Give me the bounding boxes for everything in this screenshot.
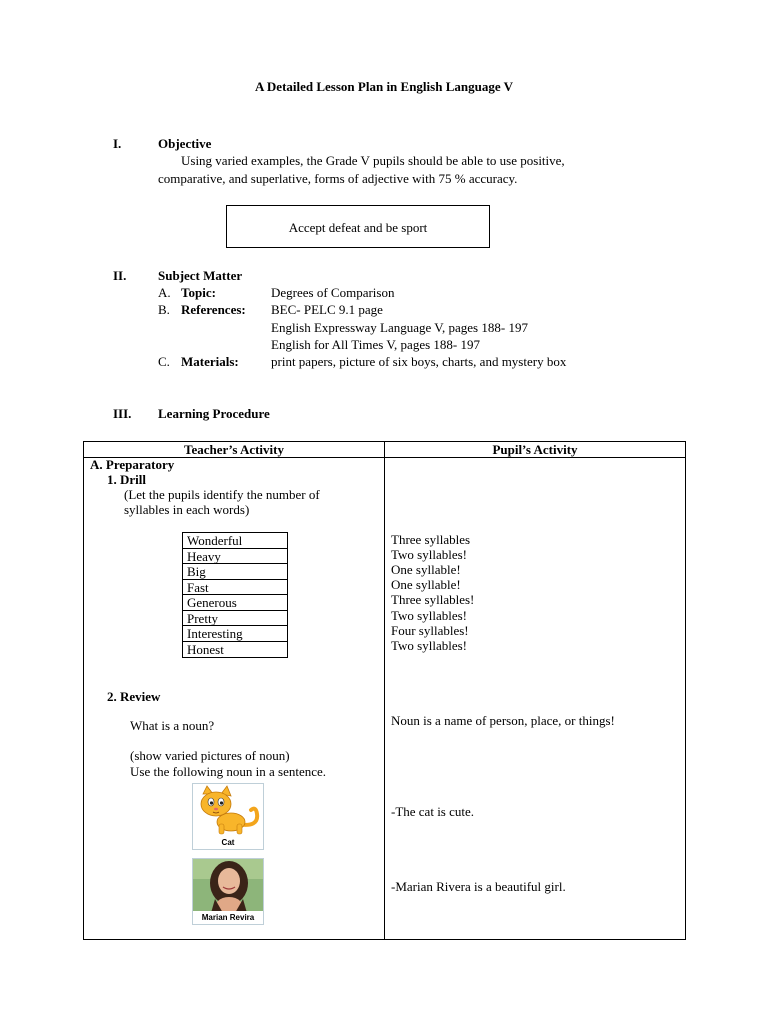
cat-sentence: -The cat is cute. xyxy=(391,804,475,819)
cat-picture xyxy=(192,783,264,850)
subject-matter-numeral: II. xyxy=(113,268,127,283)
syllable-answer: Two syllables! xyxy=(391,638,467,653)
word-cell: Honest xyxy=(187,641,224,657)
word-list-table xyxy=(182,532,288,658)
syllable-answer: Two syllables! xyxy=(391,547,467,562)
drill-heading: 1. Drill xyxy=(107,472,146,487)
syllable-answer: One syllable! xyxy=(391,577,461,592)
page-title: A Detailed Lesson Plan in English Language V xyxy=(254,79,513,94)
subject-matter-heading: Subject Matter xyxy=(158,268,243,283)
topic-label: Topic: xyxy=(181,285,216,300)
values-box: Accept defeat and be sport xyxy=(226,205,490,248)
objective-numeral: I. xyxy=(113,136,122,151)
topic-letter: A. xyxy=(158,285,171,300)
word-cell: Fast xyxy=(183,580,287,596)
references-label: References: xyxy=(181,302,246,317)
objective-heading: Objective xyxy=(158,136,212,151)
references-letter: B. xyxy=(158,302,170,317)
syllable-answer: Two syllables! xyxy=(391,608,467,623)
materials-value: print papers, picture of six boys, charts, and mystery box xyxy=(271,354,567,369)
reference-line: BEC- PELC 9.1 page xyxy=(271,302,383,317)
pupil-activity-header: Pupil’s Activity xyxy=(492,442,578,457)
word-cell: Interesting xyxy=(183,626,287,642)
review-heading: 2. Review xyxy=(107,689,161,704)
objective-text-line2: comparative, and superlative, forms of adjective with 75 % accuracy. xyxy=(158,171,518,186)
materials-label: Materials: xyxy=(181,354,239,369)
cat-illustration xyxy=(193,784,264,838)
materials-letter: C. xyxy=(158,354,170,369)
drill-instruction-line1: (Let the pupils identify the number of xyxy=(124,487,320,502)
person-picture xyxy=(192,858,264,925)
word-cell: Pretty xyxy=(183,611,287,627)
reference-line: English Expressway Language V, pages 188- 197 xyxy=(271,320,528,335)
learning-procedure-heading: Learning Procedure xyxy=(158,406,270,421)
review-answer: Noun is a name of person, place, or things! xyxy=(391,713,615,728)
word-cell: Wonderful xyxy=(183,533,287,549)
person-sentence: -Marian Rivera is a beautiful girl. xyxy=(391,879,566,894)
syllable-answer: One syllable! xyxy=(391,562,461,577)
learning-procedure-numeral: III. xyxy=(113,406,132,421)
review-question: What is a noun? xyxy=(130,718,215,733)
drill-instruction-line2: syllables in each words) xyxy=(124,502,250,517)
syllable-answer: Four syllables! xyxy=(391,623,469,638)
objective-text-line1: Using varied examples, the Grade V pupils should be able to use positive, xyxy=(181,153,565,168)
syllable-answer: Three syllables! xyxy=(391,592,475,607)
reference-line: English for All Times V, pages 188- 197 xyxy=(271,337,480,352)
word-cell: Generous xyxy=(183,595,287,611)
topic-value: Degrees of Comparison xyxy=(271,285,395,300)
cat-picture-label: Cat xyxy=(221,838,235,847)
column-divider xyxy=(384,442,385,939)
preparatory-heading: A. Preparatory xyxy=(90,457,175,472)
review-instruction-line1: (show varied pictures of noun) xyxy=(130,748,290,763)
word-cell: Big xyxy=(183,564,287,580)
person-picture-label: Marian Revira xyxy=(193,911,263,924)
person-photo xyxy=(193,859,264,913)
review-instruction-line2: Use the following noun in a sentence. xyxy=(130,764,327,779)
teacher-activity-header: Teacher’s Activity xyxy=(183,442,284,457)
syllable-answer: Three syllables xyxy=(391,532,471,547)
word-cell: Heavy xyxy=(183,549,287,565)
